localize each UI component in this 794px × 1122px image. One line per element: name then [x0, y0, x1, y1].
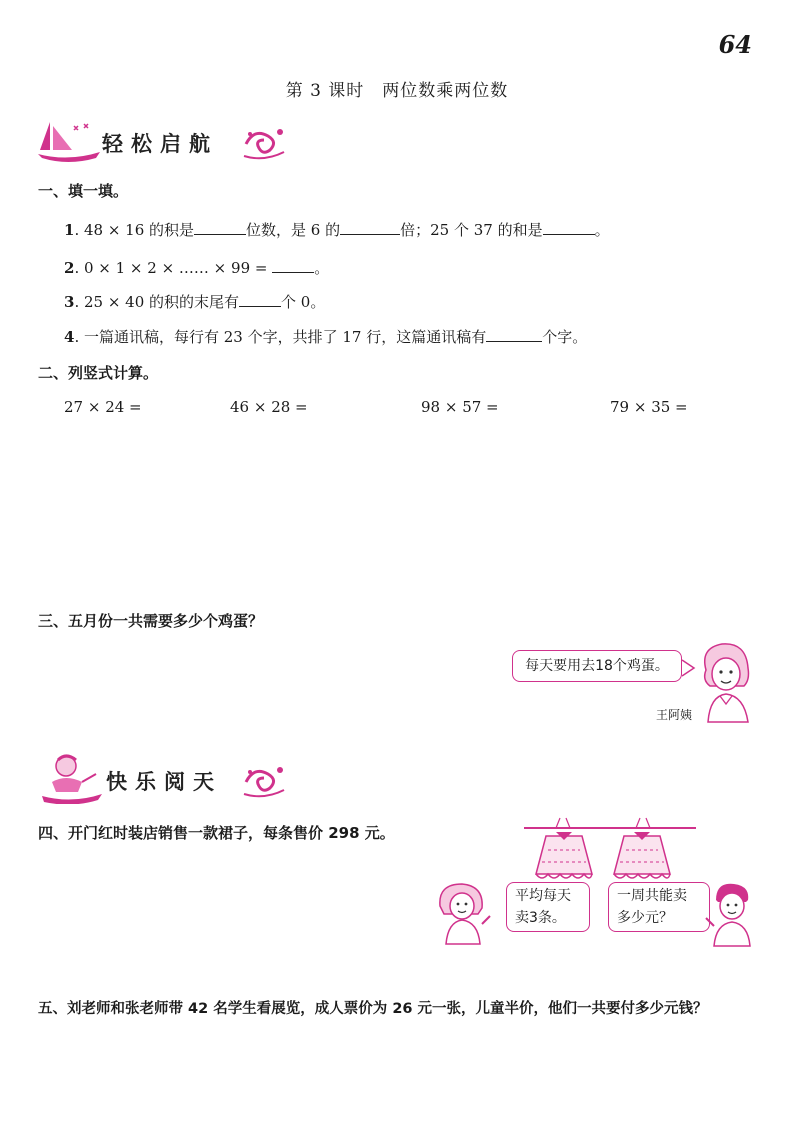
swirl-ornament-icon: [240, 122, 288, 162]
question-1-3: [64, 291, 325, 312]
boy-illustration-icon: [702, 880, 762, 948]
woman-illustration-icon: [692, 640, 758, 724]
question-text: . 0 × 1 × 2 × …… × 99 =: [74, 259, 268, 277]
sailboat-icon: [38, 116, 108, 166]
question-text: 倍；25 个 37 的和是: [400, 221, 543, 239]
page-number: 64: [718, 30, 752, 59]
swirl-ornament-icon: [240, 760, 288, 800]
speech-bubble-left: [506, 882, 590, 932]
question-number: 3: [64, 293, 75, 311]
answer-blank[interactable]: [239, 292, 281, 307]
question-1-2: [64, 257, 329, 278]
speech-text: 卖3条。: [515, 910, 566, 926]
answer-blank[interactable]: [272, 258, 314, 273]
answer-blank[interactable]: [194, 220, 246, 235]
speech-text: 一周共能卖: [617, 888, 687, 904]
banner-qingsong: [38, 116, 288, 166]
speech-text: 多少元？: [617, 910, 673, 926]
question-number: 1: [64, 221, 75, 239]
speech-text: 每天要用去18个鸡蛋。: [525, 658, 669, 674]
question-text: 位数，是 6 的: [246, 221, 341, 239]
section-1-heading: 一、填一填。: [38, 182, 129, 200]
question-1-1: [64, 219, 610, 240]
banner-title-2: 快乐阅天: [106, 770, 222, 794]
section-4-heading: 四、开门红时装店销售一款裙子，每条售价 298 元。: [38, 824, 395, 842]
banner-kuaile: [38, 752, 288, 802]
question-text: 个 0。: [281, 293, 326, 311]
calc-problem-2: 46 × 28 =: [230, 398, 308, 416]
skirt-rack-illustration: [520, 812, 700, 888]
section-2-heading: 二、列竖式计算。: [38, 364, 159, 382]
question-text: 。: [314, 259, 330, 277]
answer-blank[interactable]: [486, 327, 542, 342]
answer-blank[interactable]: [340, 220, 400, 235]
speech-bubble-wang: [512, 650, 682, 682]
question-text: 。: [594, 221, 610, 239]
question-text: . 一篇通讯稿，每行有 23 个字，共排了 17 行，这篇通讯稿有: [74, 328, 487, 346]
question-text: . 48 × 16 的积是: [74, 221, 195, 239]
speech-bubble-right: [608, 882, 710, 932]
section-5-heading: 五、刘老师和张老师带 42 名学生看展览，成人票价为 26 元一张，儿童半价，他们一共要付多少元钱？: [38, 1001, 708, 1017]
question-number: 4: [64, 328, 75, 346]
speaker-name: 王阿姨: [656, 708, 693, 722]
question-1-4: [64, 326, 587, 347]
section-3-heading: 三、五月份一共需要多少个鸡蛋？: [38, 612, 264, 630]
speech-text: 平均每天: [515, 888, 571, 904]
calc-problem-4: 79 × 35 =: [610, 398, 688, 416]
question-text: 个字。: [542, 328, 588, 346]
question-number: 2: [64, 259, 75, 277]
banner-title-1: 轻松启航: [102, 132, 218, 156]
girl-illustration-icon: [432, 880, 496, 946]
child-reading-icon: [38, 752, 108, 804]
calc-problem-1: 27 × 24 =: [64, 398, 142, 416]
lesson-title: 第 3 课时 两位数乘两位数: [285, 81, 509, 101]
answer-blank[interactable]: [543, 220, 595, 235]
calc-problem-3: 98 × 57 =: [421, 398, 499, 416]
question-text: . 25 × 40 的积的末尾有: [74, 293, 240, 311]
